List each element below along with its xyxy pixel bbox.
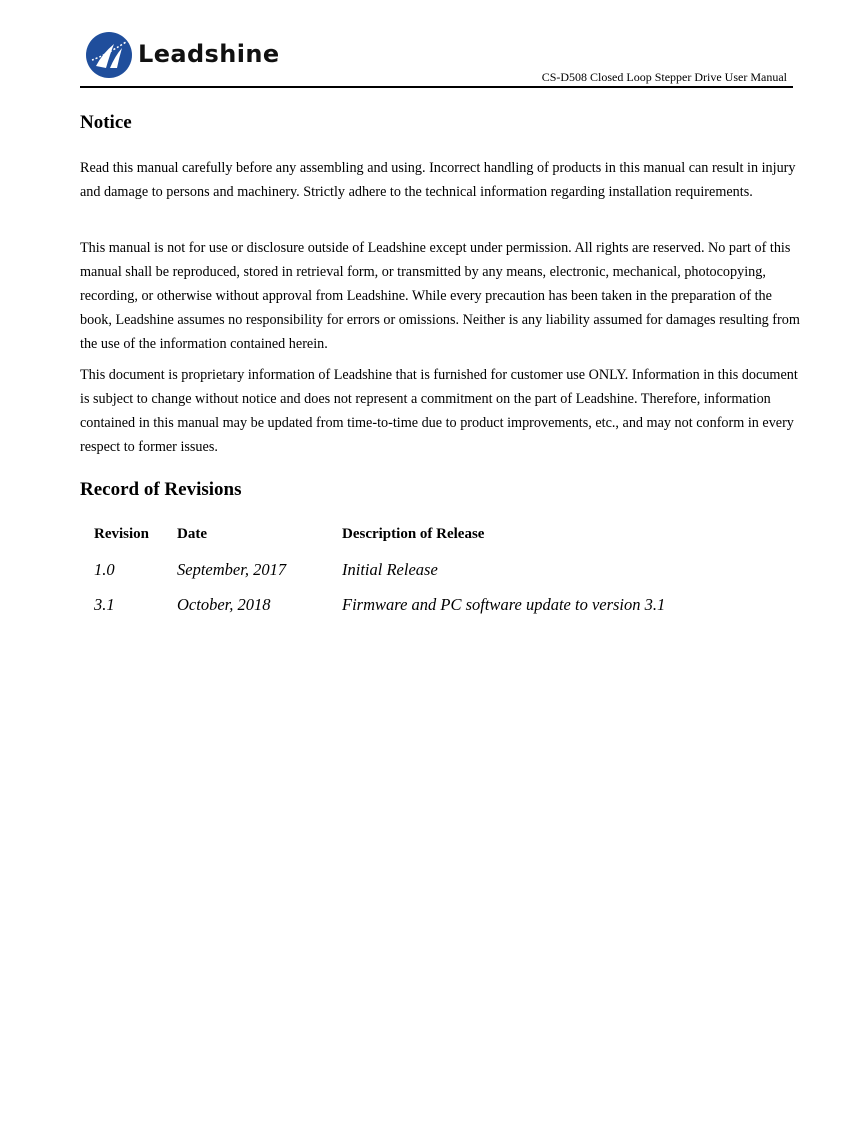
manual-title: CS-D508 Closed Loop Stepper Drive User Manual — [541, 70, 787, 84]
revision-number: 1.0 — [94, 560, 115, 579]
notice-paragraph-1: Read this manual carefully before any assembling and using. Incorrect handling of products in this manual can result in injury and damage to persons and machinery. Strictly adhere to the technical information regarding installation requirements. — [80, 160, 796, 200]
revisions-heading: Record of Revisions — [80, 479, 242, 500]
table-row — [94, 591, 734, 626]
table-header-row — [94, 521, 734, 556]
table-row — [94, 556, 734, 591]
leadshine-logo-icon — [84, 30, 134, 80]
revisions-table — [94, 521, 734, 626]
notice-paragraph-2: This manual is not for use or disclosure outside of Leadshine except under permission. All rights are reserved. No part of this manual shall be reproduced, stored in retrieval form, or transmitted by any means, electronic, mechanical, photocopying, recording, or otherwise without approval from Leadshine. While every precaution has been taken in the preparation of the book, Leadshine assumes no responsibility for errors or omissions. Neither is any liability assumed for damages resulting from the use of the information contained herein. — [80, 240, 800, 352]
leadshine-logo — [84, 30, 280, 82]
revision-description: Initial Release — [342, 560, 438, 579]
revision-date: October, 2018 — [177, 595, 271, 614]
column-header-description: Description of Release — [342, 526, 485, 542]
revision-number: 3.1 — [94, 595, 115, 614]
column-header-revision: Revision — [94, 526, 150, 542]
revision-date: September, 2017 — [177, 560, 287, 579]
revision-description: Firmware and PC software update to version 3.1 — [342, 595, 666, 614]
page-header — [80, 28, 793, 90]
column-header-date: Date — [177, 526, 207, 542]
header-divider — [80, 86, 793, 88]
notice-paragraph-3: This document is proprietary information of Leadshine that is furnished for customer use ONLY. Information in this document is subject to change without notice and does not represent a commitment on the part of Leadshine. Therefore, information contained in this manual may be updated from time-to-time due to product improvements, etc., and may not conform in every respect to former issues. — [80, 367, 798, 455]
notice-heading: Notice — [80, 112, 132, 133]
logo-wordmark: Leadshine — [138, 40, 280, 68]
